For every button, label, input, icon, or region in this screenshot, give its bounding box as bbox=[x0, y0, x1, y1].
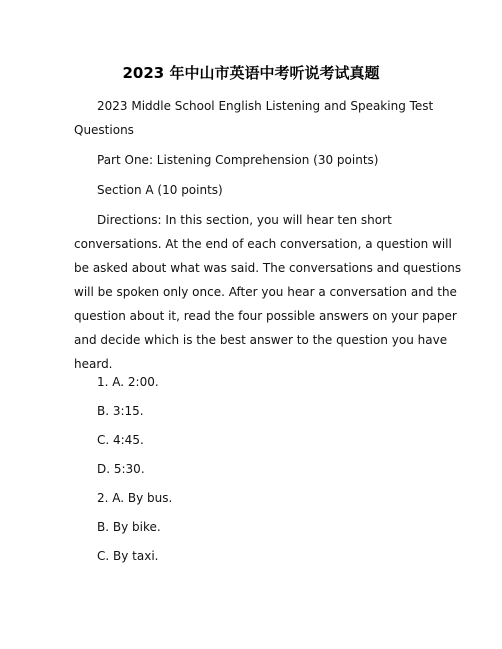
option-text: C. By taxi. bbox=[97, 549, 159, 563]
option-text: 1. A. 2:00. bbox=[97, 375, 159, 389]
subtitle-line: 2023 Middle School English Listening and Speaking Test bbox=[97, 99, 434, 113]
directions-line: heard. bbox=[74, 357, 113, 371]
part-heading bbox=[74, 148, 430, 172]
directions-line: question about it, read the four possible answers on your paper bbox=[74, 309, 457, 323]
section-heading bbox=[74, 178, 430, 202]
option-item bbox=[74, 544, 430, 568]
directions-line: be asked about what was said. The conversations and questions bbox=[74, 261, 462, 275]
option-item bbox=[74, 428, 430, 452]
option-item bbox=[74, 486, 430, 510]
option-item bbox=[74, 399, 430, 423]
directions bbox=[74, 208, 462, 376]
option-text: 2. A. By bus. bbox=[97, 491, 173, 505]
directions-line: conversations. At the end of each conversation, a question will bbox=[74, 237, 452, 251]
option-text: D. 5:30. bbox=[97, 462, 145, 476]
option-text: B. By bike. bbox=[97, 520, 161, 534]
option-item bbox=[74, 370, 430, 394]
section-a-heading: Section A (10 points) bbox=[97, 183, 223, 197]
option-text: C. 4:45. bbox=[97, 433, 144, 447]
option-item bbox=[74, 515, 430, 539]
directions-line: will be spoken only once. After you hear a conversation and the bbox=[74, 285, 457, 299]
option-text: B. 3:15. bbox=[97, 404, 144, 418]
directions-line: Directions: In this section, you will hear ten short bbox=[97, 213, 392, 227]
subtitle-line: Questions bbox=[74, 123, 134, 137]
part-one-heading: Part One: Listening Comprehension (30 points) bbox=[97, 153, 379, 167]
option-item bbox=[74, 457, 430, 481]
document-title: 2023 年中山市英语中考听说考试真题 bbox=[122, 64, 380, 82]
directions-line: and decide which is the best answer to the question you have bbox=[74, 333, 448, 347]
subtitle bbox=[74, 94, 434, 142]
